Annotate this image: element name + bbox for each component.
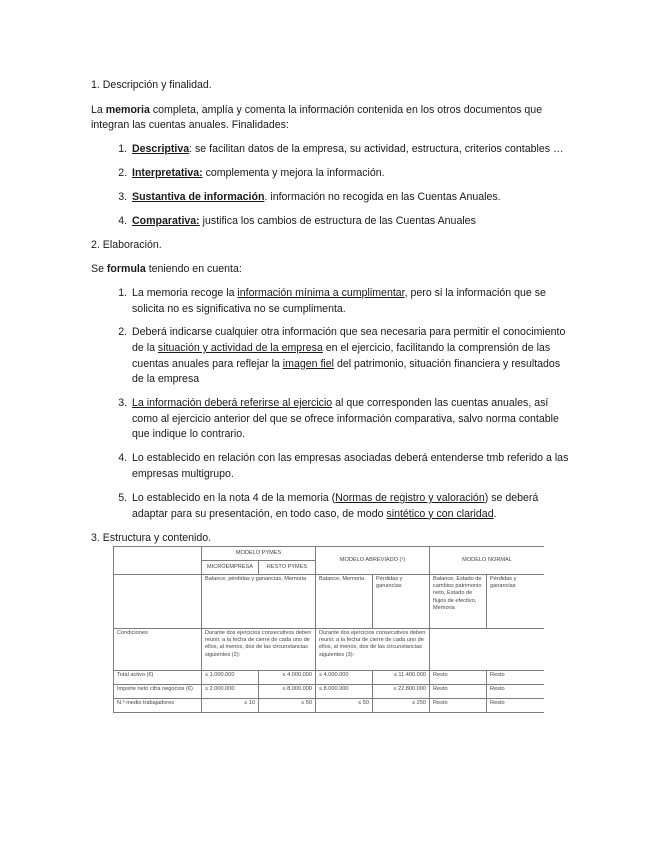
item-underlined: imagen fiel: [282, 357, 334, 370]
table-row: [114, 671, 545, 685]
table-cell: ≤ 2.000.000: [202, 685, 259, 699]
finalidad-text: justifica los cambios de estructura de las Cuentas Anuales: [199, 214, 476, 227]
finalidad-text: complementa y mejora la información.: [202, 166, 385, 179]
intro-bold-term: memoria: [105, 103, 150, 116]
elaboracion-item-1: [130, 286, 571, 317]
item-text: La memoria recoge la: [132, 286, 238, 299]
item-text: Lo establecido en la nota 4 de la memoria (: [132, 492, 336, 504]
row-label: Importe neto cifra negocios (€): [114, 685, 202, 699]
finalidad-text: . información no recogida en las Cuentas Anuales.: [264, 190, 501, 203]
table-cell: Resto: [430, 699, 487, 713]
intro-text: completa, amplía y comenta la información contenida en los otros documentos que integran las cuentas anuales. Finalidades:: [91, 103, 543, 132]
structure-table: [113, 546, 544, 713]
item-underlined: sintético y con claridad: [386, 507, 494, 520]
table-cell: ≤ 10: [202, 699, 259, 713]
row-label: N.º medio trabajadores: [114, 699, 202, 713]
finalidad-item: [130, 190, 571, 206]
finalidad-text: : se facilitan datos de la empresa, su actividad, estructura, criterios contables …: [189, 142, 564, 155]
table-row: [114, 699, 545, 713]
section-2-intro: [91, 262, 571, 278]
finalidad-item: [130, 142, 571, 158]
intro-bold-term: formula: [106, 263, 146, 276]
table-cell: Resto: [487, 685, 544, 699]
finalidad-item: [130, 166, 571, 182]
condiciones-normal: [430, 629, 544, 671]
docs-abreviado-2: Pérdidas y ganancias: [373, 575, 430, 629]
table-row: [114, 685, 545, 699]
structure-table-image: [113, 546, 544, 713]
finalidad-term: Descriptiva: [132, 142, 190, 155]
item-text: Deberá indicarse cualquier otra información que sea necesaria para permitir el conocimiento de la: [132, 326, 566, 355]
table-cell: ≤ 50: [259, 699, 316, 713]
intro-text: teniendo en cuenta:: [145, 263, 242, 276]
item-text: en el ejercicio, facilitando la comprensión de las cuentas anuales para reflejar la: [132, 342, 551, 370]
item-underlined: La información deberá referirse al ejercicio: [132, 397, 333, 410]
docs-normal-1: Balance, Estado de cambios patrimonio neto, Estado de flujos de efectivo, Memoria: [430, 575, 487, 629]
item-text: del patrimonio, situación financiera y resultados de la empresa: [132, 357, 561, 386]
section-2-heading: 2. Elaboración.: [91, 238, 162, 251]
section-1-heading: 1. Descripción y finalidad.: [91, 79, 212, 91]
table-cell: Resto: [430, 685, 487, 699]
item-underlined: información mínima a cumplimentar: [237, 286, 405, 299]
condiciones-abreviado: Durante dos ejercicios consecutivos deben reunir, a la fecha de cierre de cada uno de ellos, al menos, dos de las circunstancias siguientes (3):: [316, 629, 430, 671]
docs-label-cell: [114, 575, 202, 629]
finalidad-item: [130, 214, 571, 230]
intro-text: La: [91, 103, 106, 116]
table-cell: ≤ 1.000.000: [202, 671, 259, 685]
item-underlined: Normas de registro y valoración: [335, 492, 485, 504]
item-text: .: [493, 507, 497, 520]
elaboracion-item-4: [130, 451, 571, 482]
item-underlined: situación y actividad de la empresa: [157, 342, 323, 355]
docs-normal-2: Pérdidas y ganancias: [487, 575, 544, 629]
document-body: [91, 78, 571, 555]
item-text: , pero si la información que se solicita no es significativa no se cumplimenta.: [132, 286, 546, 315]
elaboracion-item-2: [130, 325, 571, 387]
condiciones-pymes: Durante dos ejercicios consecutivos deben reunir, a la fecha de cierre de cada uno de ellos, al menos, dos de las circunstancias siguientes (2):: [202, 629, 316, 671]
table-cell: ≤ 50: [316, 699, 373, 713]
table-corner-cell: [114, 547, 202, 575]
docs-pymes: Balance, pérdidas y ganancias, Memoria: [202, 575, 316, 629]
finalidad-term: Sustantiva de información: [132, 190, 265, 203]
item-text: al que corresponden las cuentas anuales, así como al ejercicio anterior del que se ofrece información comparativa, salvo norma contable que indique lo contrario.: [132, 397, 559, 441]
section-1-intro: [91, 103, 571, 134]
table-cell: ≤ 250: [373, 699, 430, 713]
table-cell: Resto: [487, 671, 544, 685]
condiciones-label: Condiciones: [114, 629, 202, 671]
finalidad-term: Comparativa:: [132, 214, 200, 227]
table-cell: ≤ 8.000.000: [316, 685, 373, 699]
header-modelo-pymes: MODELO PYMES: [202, 547, 316, 561]
header-modelo-normal: MODELO NORMAL: [430, 547, 544, 575]
table-cell: ≤ 4.000.000: [316, 671, 373, 685]
table-cell: ≤ 4.000.000: [259, 671, 316, 685]
finalidad-term: Interpretativa:: [132, 166, 203, 179]
elaboracion-item-3: [130, 396, 571, 443]
elaboracion-list: [91, 286, 571, 522]
intro-text: Se: [91, 263, 107, 276]
finalidades-list: [91, 142, 571, 230]
elaboracion-item-5: [130, 491, 571, 522]
table-cell: ≤ 11.400.000: [373, 671, 430, 685]
section-3-heading: 3. Estructura y contenido.: [91, 531, 212, 544]
table-cell: Resto: [487, 699, 544, 713]
table-cell: ≤ 22.800.000: [373, 685, 430, 699]
header-resto-pymes: RESTO PYMES: [259, 561, 316, 575]
docs-abreviado-1: Balance, Memoria: [316, 575, 373, 629]
table-cell: ≤ 8.000.000: [259, 685, 316, 699]
header-microempresa: MICROEMPRESA: [202, 561, 259, 575]
item-text: ) se deberá adaptar para su presentación, en todo caso, de modo: [132, 492, 539, 520]
row-label: Total activo (€): [114, 671, 202, 685]
item-text: Lo establecido en relación con las empresas asociadas deberá entenderse tmb referido a las empresas multigrupo.: [132, 452, 569, 481]
header-modelo-abreviado: MODELO ABREVIADO (¹): [316, 547, 430, 575]
table-cell: Resto: [430, 671, 487, 685]
